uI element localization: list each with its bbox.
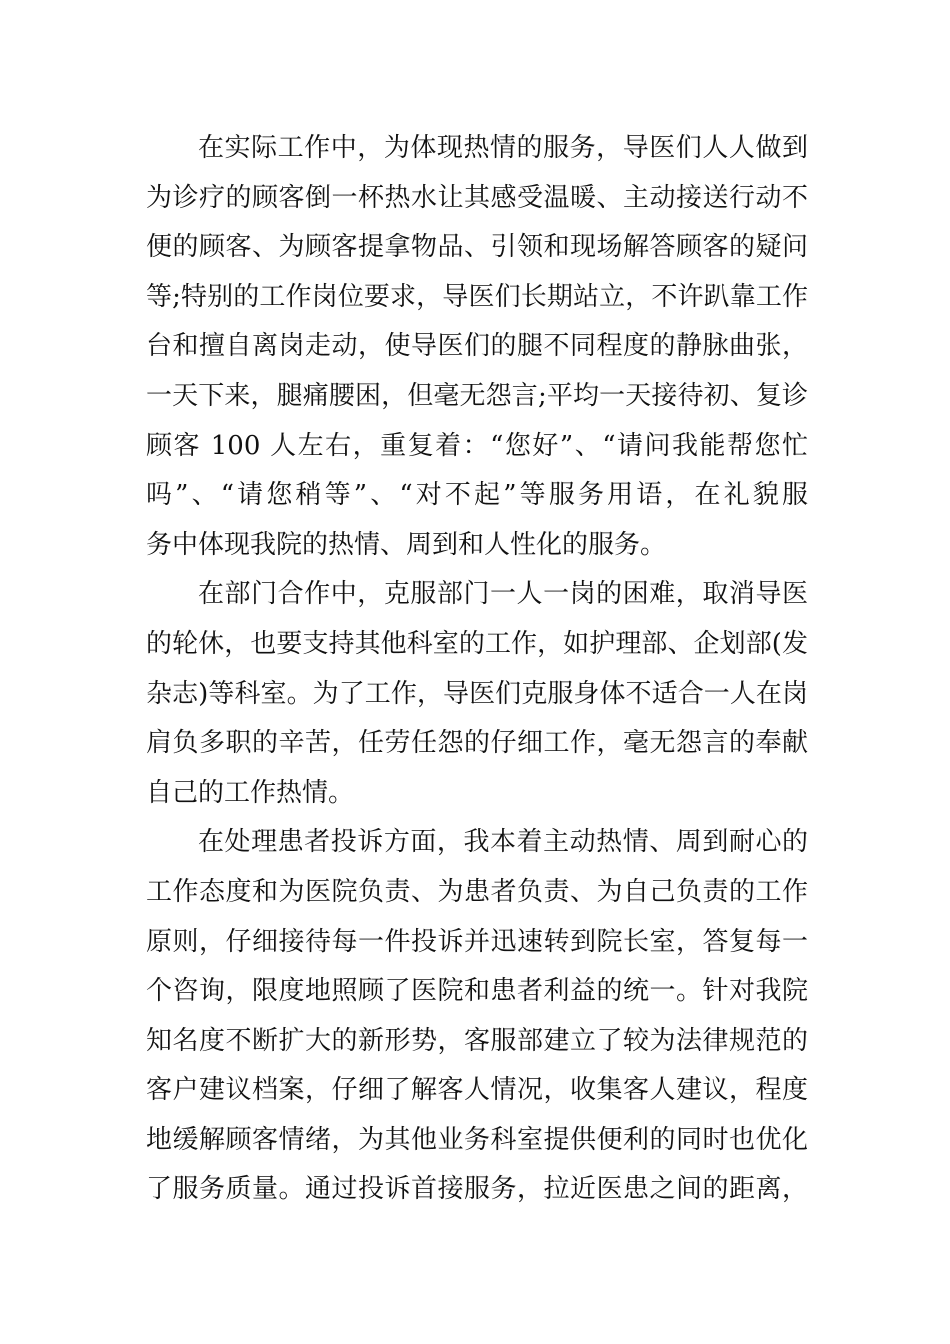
paragraph-3-line-6: 客户建议档案，仔细了解客人情况，收集客人建议，程度 (146, 1075, 808, 1106)
paragraph-1-line-7: 顾客 100 人左右，重复着：“您好”、“请问我能帮您忙 (146, 430, 808, 461)
paragraph-1-line-1: 在实际工作中，为体现热情的服务，导医们人人做到 (198, 133, 808, 163)
paragraph-1-line-2: 为诊疗的顾客倒一杯热水让其感受温暖、主动接送行动不 (146, 182, 808, 213)
document-body (146, 124, 808, 1215)
paragraph-2-line-2: 的轮休，也要支持其他科室的工作，如护理部、企划部(发 (146, 628, 808, 659)
paragraph-1-line-4: 等;特别的工作岗位要求，导医们长期站立，不许趴靠工作 (146, 281, 808, 312)
paragraph-1-line-9: 务中体现我院的热情、周到和人性化的服务。 (146, 529, 667, 560)
paragraph-3-line-5: 知名度不断扩大的新形势，客服部建立了较为法律规范的 (146, 1025, 808, 1056)
paragraph-2-line-4: 肩负多职的辛苦，任劳任怨的仔细工作，毫无怨言的奉献 (146, 728, 808, 759)
paragraph-2-line-1: 在部门合作中，克服部门一人一岗的困难，取消导医 (198, 579, 808, 610)
paragraph-3-line-7: 地缓解顾客情绪，为其他业务科室提供便利的同时也优化 (146, 1124, 808, 1155)
paragraph-2-line-3: 杂志)等科室。为了工作，导医们克服身体不适合一人在岗 (146, 678, 808, 709)
paragraph-2-line-5: 自己的工作热情。 (146, 777, 355, 808)
paragraph-3-line-2: 工作态度和为医院负责、为患者负责、为自己负责的工作 (146, 876, 808, 907)
paragraph-3-line-4: 个咨询，限度地照顾了医院和患者利益的统一。针对我院 (146, 976, 808, 1007)
paragraph-3-line-1: 在处理患者投诉方面，我本着主动热情、周到耐心的 (198, 827, 808, 858)
paragraph-3-line-8: 了服务质量。通过投诉首接服务，拉近医患之间的距离， (146, 1174, 808, 1205)
paragraph-1-line-8: 吗”、“请您稍等”、“对不起”等服务用语，在礼貌服 (146, 480, 808, 511)
paragraph-1-line-5: 台和擅自离岗走动，使导医们的腿不同程度的静脉曲张， (146, 331, 808, 362)
paragraph-3-line-3: 原则，仔细接待每一件投诉并迅速转到院长室，答复每一 (146, 926, 808, 957)
paragraph-1-line-3: 便的顾客、为顾客提拿物品、引领和现场解答顾客的疑问 (146, 232, 808, 263)
paragraph-1-line-6: 一天下来，腿痛腰困，但毫无怨言;平均一天接待初、复诊 (146, 380, 808, 411)
